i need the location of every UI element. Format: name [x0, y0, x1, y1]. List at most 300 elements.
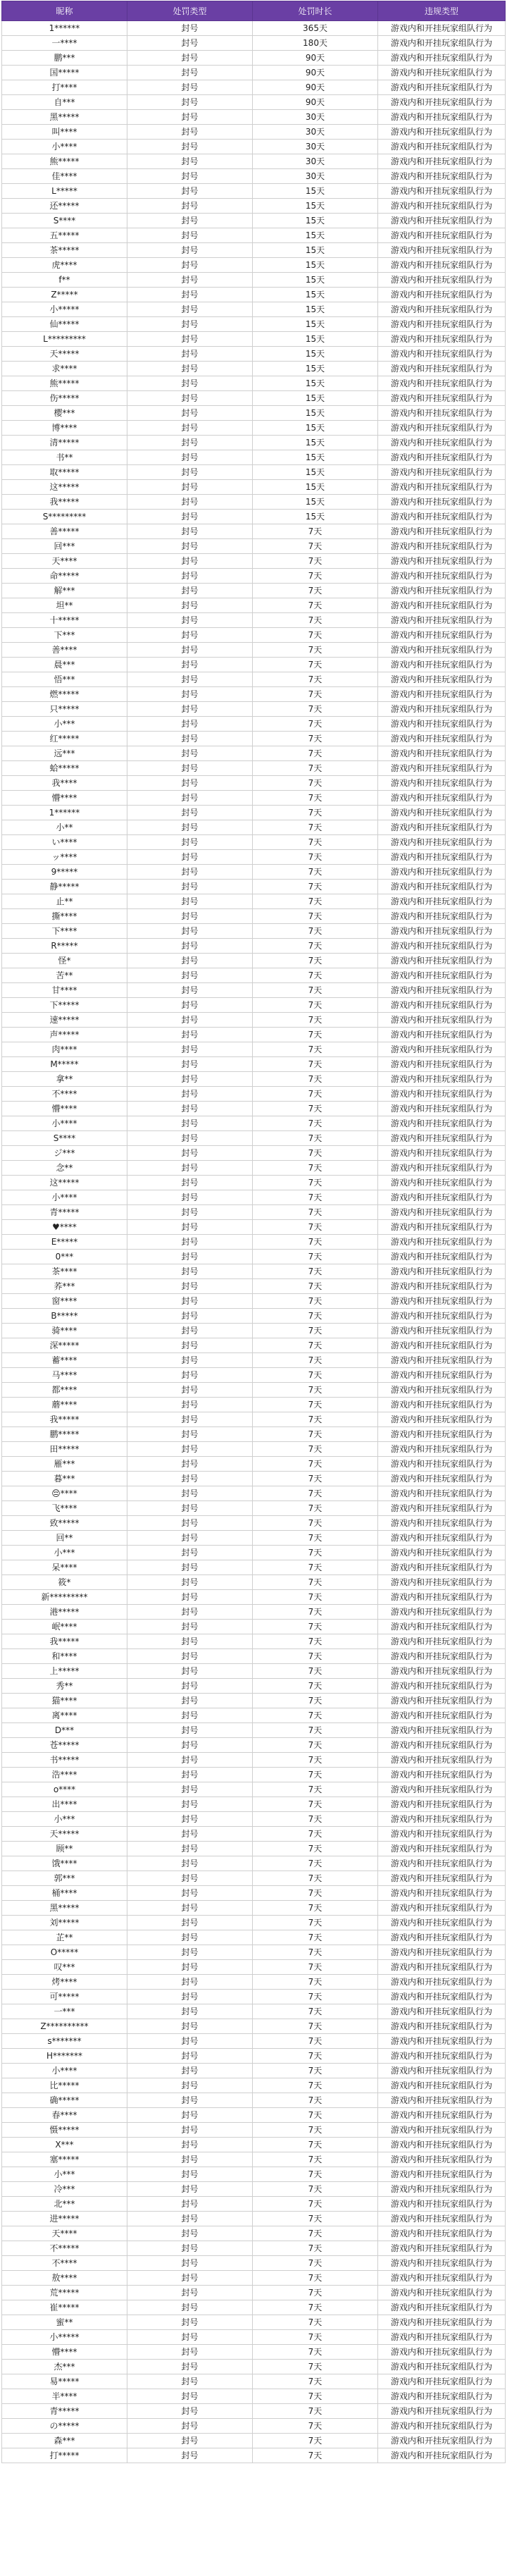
- cell-punishment-type: 封号: [127, 1398, 253, 1412]
- cell-violation-type: 游戏内和开挂玩家组队行为: [378, 258, 506, 273]
- table-row: [2, 1560, 506, 1575]
- table-row: [2, 865, 506, 880]
- table-row: [2, 1768, 506, 1782]
- cell-punishment-duration: 7天: [253, 1886, 378, 1901]
- cell-punishment-type: 封号: [127, 1827, 253, 1842]
- table-row: [2, 791, 506, 806]
- cell-punishment-type: 封号: [127, 1649, 253, 1664]
- cell-punishment-type: 封号: [127, 1960, 253, 1975]
- cell-nickname: 这*****: [2, 480, 127, 495]
- ban-list: [1, 1, 505, 2463]
- cell-punishment-duration: 7天: [253, 1590, 378, 1605]
- cell-nickname: 鹏*****: [2, 1427, 127, 1442]
- table-row: [2, 1990, 506, 2004]
- cell-punishment-type: 封号: [127, 894, 253, 909]
- cell-violation-type: 游戏内和开挂玩家组队行为: [378, 2241, 506, 2256]
- cell-nickname: ジ***: [2, 1146, 127, 1161]
- cell-nickname: 怪*: [2, 954, 127, 968]
- cell-nickname: 命*****: [2, 569, 127, 584]
- table-row: [2, 480, 506, 495]
- cell-punishment-duration: 7天: [253, 2434, 378, 2448]
- cell-violation-type: 游戏内和开挂玩家组队行为: [378, 302, 506, 317]
- cell-nickname: 书*****: [2, 1753, 127, 1768]
- cell-nickname: 解***: [2, 584, 127, 598]
- cell-punishment-type: 封号: [127, 1472, 253, 1486]
- cell-nickname: O*****: [2, 1945, 127, 1960]
- cell-punishment-type: 封号: [127, 1812, 253, 1827]
- cell-punishment-type: 封号: [127, 184, 253, 199]
- cell-nickname: 芷**: [2, 1930, 127, 1945]
- cell-nickname: 猫****: [2, 1694, 127, 1708]
- cell-nickname: 0***: [2, 1250, 127, 1264]
- table-row: [2, 2004, 506, 2019]
- cell-punishment-duration: 7天: [253, 1279, 378, 1294]
- cell-punishment-type: 封号: [127, 1605, 253, 1620]
- cell-punishment-type: 封号: [127, 732, 253, 746]
- cell-punishment-type: 封号: [127, 776, 253, 791]
- cell-violation-type: 游戏内和开挂玩家组队行为: [378, 228, 506, 243]
- cell-punishment-type: 封号: [127, 465, 253, 480]
- cell-punishment-duration: 7天: [253, 2300, 378, 2315]
- cell-punishment-duration: 90天: [253, 80, 378, 95]
- cell-punishment-type: 封号: [127, 865, 253, 880]
- cell-punishment-duration: 7天: [253, 1486, 378, 1501]
- table-row: [2, 2315, 506, 2330]
- cell-punishment-duration: 7天: [253, 939, 378, 954]
- cell-nickname: 窗****: [2, 1294, 127, 1309]
- table-row: [2, 2374, 506, 2389]
- cell-violation-type: 游戏内和开挂玩家组队行为: [378, 732, 506, 746]
- cell-violation-type: 游戏内和开挂玩家组队行为: [378, 1205, 506, 1220]
- cell-punishment-duration: 7天: [253, 584, 378, 598]
- cell-violation-type: 游戏内和开挂玩家组队行为: [378, 51, 506, 66]
- cell-punishment-type: 封号: [127, 1708, 253, 1723]
- cell-punishment-type: 封号: [127, 1146, 253, 1161]
- cell-violation-type: 游戏内和开挂玩家组队行为: [378, 1531, 506, 1546]
- cell-punishment-type: 封号: [127, 1856, 253, 1871]
- cell-violation-type: 游戏内和开挂玩家组队行为: [378, 1620, 506, 1634]
- cell-punishment-type: 封号: [127, 406, 253, 421]
- cell-punishment-duration: 7天: [253, 1930, 378, 1945]
- cell-punishment-type: 封号: [127, 835, 253, 850]
- cell-nickname: 顾**: [2, 1842, 127, 1856]
- cell-punishment-duration: 7天: [253, 2197, 378, 2212]
- table-row: [2, 732, 506, 746]
- cell-violation-type: 游戏内和开挂玩家组队行为: [378, 2034, 506, 2049]
- cell-violation-type: 游戏内和开挂玩家组队行为: [378, 480, 506, 495]
- table-row: [2, 125, 506, 140]
- cell-punishment-duration: 7天: [253, 1501, 378, 1516]
- cell-nickname: 念**: [2, 1161, 127, 1176]
- cell-punishment-type: 封号: [127, 36, 253, 51]
- cell-punishment-duration: 7天: [253, 1901, 378, 1916]
- cell-violation-type: 游戏内和开挂玩家组队行为: [378, 1338, 506, 1353]
- table-row: [2, 66, 506, 80]
- cell-violation-type: 游戏内和开挂玩家组队行为: [378, 450, 506, 465]
- table-row: [2, 1738, 506, 1753]
- cell-punishment-type: 封号: [127, 169, 253, 184]
- cell-violation-type: 游戏内和开挂玩家组队行为: [378, 880, 506, 894]
- table-row: [2, 584, 506, 598]
- cell-violation-type: 游戏内和开挂玩家组队行为: [378, 1871, 506, 1886]
- cell-punishment-type: 封号: [127, 1679, 253, 1694]
- cell-nickname: 青*****: [2, 1205, 127, 1220]
- cell-violation-type: 游戏内和开挂玩家组队行为: [378, 1072, 506, 1087]
- table-row: [2, 1294, 506, 1309]
- cell-punishment-type: 封号: [127, 1486, 253, 1501]
- cell-punishment-duration: 15天: [253, 273, 378, 288]
- cell-nickname: 还*****: [2, 199, 127, 214]
- table-row: [2, 658, 506, 672]
- cell-violation-type: 游戏内和开挂玩家组队行为: [378, 2226, 506, 2241]
- table-row: [2, 2108, 506, 2123]
- table-row: [2, 1013, 506, 1028]
- cell-nickname: 坦**: [2, 598, 127, 613]
- cell-violation-type: 游戏内和开挂玩家组队行为: [378, 1842, 506, 1856]
- cell-violation-type: 游戏内和开挂玩家组队行为: [378, 80, 506, 95]
- table-row: [2, 1856, 506, 1871]
- cell-violation-type: 游戏内和开挂玩家组队行为: [378, 983, 506, 998]
- cell-nickname: 比*****: [2, 2078, 127, 2093]
- cell-punishment-type: 封号: [127, 2448, 253, 2463]
- table-row: [2, 672, 506, 687]
- table-row: [2, 1871, 506, 1886]
- cell-nickname: 拿**: [2, 1072, 127, 1087]
- cell-violation-type: 游戏内和开挂玩家组队行为: [378, 1501, 506, 1516]
- table-row: [2, 939, 506, 954]
- cell-punishment-duration: 7天: [253, 2419, 378, 2434]
- cell-violation-type: 游戏内和开挂玩家组队行为: [378, 613, 506, 628]
- cell-nickname: 雁***: [2, 1457, 127, 1472]
- cell-nickname: 不****: [2, 1087, 127, 1102]
- cell-violation-type: 游戏内和开挂玩家组队行为: [378, 66, 506, 80]
- cell-nickname: 止**: [2, 894, 127, 909]
- cell-punishment-duration: 7天: [253, 761, 378, 776]
- cell-nickname: X***: [2, 2138, 127, 2152]
- cell-violation-type: 游戏内和开挂玩家组队行为: [378, 2404, 506, 2419]
- cell-punishment-type: 封号: [127, 2404, 253, 2419]
- cell-violation-type: 游戏内和开挂玩家组队行为: [378, 2389, 506, 2404]
- cell-punishment-duration: 7天: [253, 1398, 378, 1412]
- cell-nickname: 筱*: [2, 1575, 127, 1590]
- cell-nickname: 确*****: [2, 2093, 127, 2108]
- ban-table: [1, 1, 506, 2463]
- cell-punishment-duration: 7天: [253, 2389, 378, 2404]
- cell-violation-type: 游戏内和开挂玩家组队行为: [378, 21, 506, 36]
- table-row: [2, 1679, 506, 1694]
- cell-violation-type: 游戏内和开挂玩家组队行为: [378, 598, 506, 613]
- cell-punishment-duration: 7天: [253, 746, 378, 761]
- table-row: [2, 258, 506, 273]
- cell-punishment-duration: 7天: [253, 1146, 378, 1161]
- cell-violation-type: 游戏内和开挂玩家组队行为: [378, 687, 506, 702]
- table-row: [2, 1546, 506, 1560]
- header-punishment-duration: 处罚时长: [253, 1, 378, 21]
- cell-punishment-duration: 7天: [253, 613, 378, 628]
- cell-punishment-type: 封号: [127, 2108, 253, 2123]
- cell-punishment-duration: 7天: [253, 1131, 378, 1146]
- table-row: [2, 776, 506, 791]
- cell-nickname: 虎****: [2, 258, 127, 273]
- cell-punishment-duration: 7天: [253, 2049, 378, 2064]
- cell-punishment-type: 封号: [127, 1457, 253, 1472]
- table-row: [2, 154, 506, 169]
- cell-violation-type: 游戏内和开挂玩家组队行为: [378, 865, 506, 880]
- table-row: [2, 1176, 506, 1190]
- cell-punishment-duration: 7天: [253, 1723, 378, 1738]
- cell-punishment-duration: 7天: [253, 1309, 378, 1324]
- cell-punishment-duration: 7天: [253, 524, 378, 539]
- cell-nickname: 懵****: [2, 1102, 127, 1116]
- cell-violation-type: 游戏内和开挂玩家组队行为: [378, 1930, 506, 1945]
- cell-punishment-type: 封号: [127, 2138, 253, 2152]
- cell-punishment-type: 封号: [127, 110, 253, 125]
- table-row: [2, 21, 506, 36]
- cell-punishment-duration: 15天: [253, 376, 378, 391]
- cell-punishment-duration: 7天: [253, 1383, 378, 1398]
- cell-nickname: 森***: [2, 2434, 127, 2448]
- table-row: [2, 2286, 506, 2300]
- cell-punishment-type: 封号: [127, 2226, 253, 2241]
- cell-violation-type: 游戏内和开挂玩家组队行为: [378, 2108, 506, 2123]
- cell-punishment-type: 封号: [127, 1250, 253, 1264]
- cell-punishment-duration: 7天: [253, 2241, 378, 2256]
- cell-violation-type: 游戏内和开挂玩家组队行为: [378, 2212, 506, 2226]
- cell-nickname: 远***: [2, 746, 127, 761]
- cell-punishment-duration: 7天: [253, 1546, 378, 1560]
- cell-punishment-type: 封号: [127, 2330, 253, 2345]
- cell-violation-type: 游戏内和开挂玩家组队行为: [378, 1309, 506, 1324]
- cell-punishment-type: 封号: [127, 288, 253, 302]
- cell-nickname: 伤*****: [2, 391, 127, 406]
- cell-nickname: 晨***: [2, 658, 127, 672]
- cell-nickname: 塞*****: [2, 2152, 127, 2167]
- cell-violation-type: 游戏内和开挂玩家组队行为: [378, 1353, 506, 1368]
- cell-punishment-duration: 7天: [253, 598, 378, 613]
- cell-nickname: 和****: [2, 1649, 127, 1664]
- cell-violation-type: 游戏内和开挂玩家组队行为: [378, 1102, 506, 1116]
- cell-violation-type: 游戏内和开挂玩家组队行为: [378, 1753, 506, 1768]
- table-row: [2, 1753, 506, 1768]
- cell-punishment-type: 封号: [127, 66, 253, 80]
- cell-violation-type: 游戏内和开挂玩家组队行为: [378, 154, 506, 169]
- cell-punishment-type: 封号: [127, 968, 253, 983]
- cell-punishment-type: 封号: [127, 421, 253, 436]
- cell-nickname: 天****: [2, 2226, 127, 2241]
- cell-punishment-duration: 7天: [253, 1782, 378, 1797]
- cell-nickname: 蛤*****: [2, 761, 127, 776]
- cell-punishment-type: 封号: [127, 2182, 253, 2197]
- table-row: [2, 1383, 506, 1398]
- cell-nickname: 这*****: [2, 1176, 127, 1190]
- cell-nickname: 我*****: [2, 1634, 127, 1649]
- table-row: [2, 2226, 506, 2241]
- cell-violation-type: 游戏内和开挂玩家组队行为: [378, 2271, 506, 2286]
- cell-punishment-type: 封号: [127, 1013, 253, 1028]
- table-row: [2, 1250, 506, 1264]
- cell-violation-type: 游戏内和开挂玩家组队行为: [378, 2374, 506, 2389]
- cell-violation-type: 游戏内和开挂玩家组队行为: [378, 1176, 506, 1190]
- cell-violation-type: 游戏内和开挂玩家组队行为: [378, 273, 506, 288]
- cell-violation-type: 游戏内和开挂玩家组队行为: [378, 1812, 506, 1827]
- cell-violation-type: 游戏内和开挂玩家组队行为: [378, 968, 506, 983]
- cell-punishment-type: 封号: [127, 243, 253, 258]
- cell-violation-type: 游戏内和开挂玩家组队行为: [378, 524, 506, 539]
- cell-nickname: の*****: [2, 2419, 127, 2434]
- table-row: [2, 998, 506, 1013]
- cell-punishment-duration: 7天: [253, 2064, 378, 2078]
- cell-punishment-duration: 7天: [253, 2256, 378, 2271]
- table-row: [2, 1279, 506, 1294]
- cell-nickname: 秀**: [2, 1679, 127, 1694]
- table-row: [2, 302, 506, 317]
- cell-punishment-duration: 7天: [253, 1605, 378, 1620]
- cell-punishment-duration: 15天: [253, 362, 378, 376]
- cell-punishment-duration: 7天: [253, 1412, 378, 1427]
- cell-punishment-type: 封号: [127, 2034, 253, 2049]
- table-row: [2, 1797, 506, 1812]
- cell-punishment-type: 封号: [127, 1620, 253, 1634]
- cell-punishment-type: 封号: [127, 1990, 253, 2004]
- cell-punishment-type: 封号: [127, 1975, 253, 1990]
- cell-punishment-type: 封号: [127, 554, 253, 569]
- cell-nickname: ♥****: [2, 1220, 127, 1235]
- cell-punishment-type: 封号: [127, 1309, 253, 1324]
- table-row: [2, 1960, 506, 1975]
- table-row: [2, 1842, 506, 1856]
- table-row: [2, 1812, 506, 1827]
- cell-nickname: 骑****: [2, 1324, 127, 1338]
- cell-nickname: 下***: [2, 628, 127, 643]
- cell-punishment-type: 封号: [127, 1797, 253, 1812]
- cell-violation-type: 游戏内和开挂玩家组队行为: [378, 214, 506, 228]
- table-row: [2, 169, 506, 184]
- cell-nickname: 仙*****: [2, 317, 127, 332]
- cell-punishment-duration: 7天: [253, 1634, 378, 1649]
- cell-punishment-type: 封号: [127, 154, 253, 169]
- cell-punishment-duration: 15天: [253, 450, 378, 465]
- table-row: [2, 1131, 506, 1146]
- cell-violation-type: 游戏内和开挂玩家组队行为: [378, 1486, 506, 1501]
- cell-nickname: 小***: [2, 1812, 127, 1827]
- cell-punishment-type: 封号: [127, 1279, 253, 1294]
- cell-violation-type: 游戏内和开挂玩家组队行为: [378, 1546, 506, 1560]
- cell-violation-type: 游戏内和开挂玩家组队行为: [378, 1087, 506, 1102]
- cell-nickname: 天****: [2, 554, 127, 569]
- cell-nickname: 懵****: [2, 791, 127, 806]
- cell-violation-type: 游戏内和开挂玩家组队行为: [378, 2345, 506, 2360]
- table-header: [2, 1, 506, 21]
- cell-punishment-type: 封号: [127, 1042, 253, 1057]
- cell-nickname: 我****: [2, 776, 127, 791]
- cell-nickname: 小****: [2, 1116, 127, 1131]
- table-row: [2, 2138, 506, 2152]
- cell-punishment-duration: 15天: [253, 510, 378, 524]
- cell-violation-type: 游戏内和开挂玩家组队行为: [378, 2300, 506, 2315]
- cell-nickname: ッ****: [2, 850, 127, 865]
- cell-punishment-duration: 7天: [253, 2374, 378, 2389]
- table-row: [2, 2256, 506, 2271]
- cell-punishment-type: 封号: [127, 1886, 253, 1901]
- cell-violation-type: 游戏内和开挂玩家组队行为: [378, 1827, 506, 1842]
- table-row: [2, 1161, 506, 1176]
- cell-punishment-duration: 30天: [253, 140, 378, 154]
- cell-violation-type: 游戏内和开挂玩家组队行为: [378, 2434, 506, 2448]
- cell-punishment-duration: 7天: [253, 1220, 378, 1235]
- table-row: [2, 1102, 506, 1116]
- table-row: [2, 436, 506, 450]
- cell-punishment-type: 封号: [127, 125, 253, 140]
- table-row: [2, 524, 506, 539]
- cell-nickname: 十*****: [2, 613, 127, 628]
- cell-punishment-duration: 7天: [253, 924, 378, 939]
- cell-nickname: 刘*****: [2, 1916, 127, 1930]
- cell-nickname: 苦**: [2, 968, 127, 983]
- cell-punishment-duration: 180天: [253, 36, 378, 51]
- cell-punishment-duration: 15天: [253, 288, 378, 302]
- table-row: [2, 1427, 506, 1442]
- cell-violation-type: 游戏内和开挂玩家组队行为: [378, 1383, 506, 1398]
- table-row: [2, 1324, 506, 1338]
- cell-punishment-duration: 7天: [253, 2330, 378, 2345]
- table-row: [2, 2093, 506, 2108]
- cell-punishment-type: 封号: [127, 1057, 253, 1072]
- cell-nickname: 善****: [2, 643, 127, 658]
- cell-punishment-duration: 15天: [253, 421, 378, 436]
- table-row: [2, 2167, 506, 2182]
- cell-violation-type: 游戏内和开挂玩家组队行为: [378, 1412, 506, 1427]
- table-row: [2, 746, 506, 761]
- cell-violation-type: 游戏内和开挂玩家组队行为: [378, 140, 506, 154]
- cell-punishment-type: 封号: [127, 658, 253, 672]
- cell-nickname: 茶****: [2, 1264, 127, 1279]
- cell-punishment-type: 封号: [127, 2152, 253, 2167]
- cell-violation-type: 游戏内和开挂玩家组队行为: [378, 495, 506, 510]
- header-violation-type: 违规类型: [378, 1, 506, 21]
- cell-nickname: 红*****: [2, 732, 127, 746]
- cell-nickname: L*********: [2, 332, 127, 347]
- cell-violation-type: 游戏内和开挂玩家组队行为: [378, 2152, 506, 2167]
- cell-punishment-type: 封号: [127, 302, 253, 317]
- table-row: [2, 1235, 506, 1250]
- cell-violation-type: 游戏内和开挂玩家组队行为: [378, 2330, 506, 2345]
- cell-punishment-type: 封号: [127, 1871, 253, 1886]
- cell-violation-type: 游戏内和开挂玩家组队行为: [378, 391, 506, 406]
- cell-punishment-duration: 7天: [253, 894, 378, 909]
- cell-punishment-type: 封号: [127, 495, 253, 510]
- cell-punishment-type: 封号: [127, 924, 253, 939]
- table-row: [2, 1664, 506, 1679]
- table-row: [2, 880, 506, 894]
- cell-nickname: 进*****: [2, 2212, 127, 2226]
- cell-punishment-type: 封号: [127, 1753, 253, 1768]
- table-row: [2, 1087, 506, 1102]
- cell-violation-type: 游戏内和开挂玩家组队行为: [378, 1560, 506, 1575]
- cell-punishment-type: 封号: [127, 1768, 253, 1782]
- cell-punishment-type: 封号: [127, 317, 253, 332]
- cell-punishment-type: 封号: [127, 2360, 253, 2374]
- cell-nickname: 声*****: [2, 1028, 127, 1042]
- table-row: [2, 110, 506, 125]
- cell-violation-type: 游戏内和开挂玩家组队行为: [378, 717, 506, 732]
- cell-nickname: 小****: [2, 140, 127, 154]
- cell-violation-type: 游戏内和开挂玩家组队行为: [378, 1398, 506, 1412]
- cell-punishment-type: 封号: [127, 998, 253, 1013]
- cell-violation-type: 游戏内和开挂玩家组队行为: [378, 1901, 506, 1916]
- cell-punishment-type: 封号: [127, 1945, 253, 1960]
- cell-punishment-type: 封号: [127, 643, 253, 658]
- cell-nickname: 蓄****: [2, 1353, 127, 1368]
